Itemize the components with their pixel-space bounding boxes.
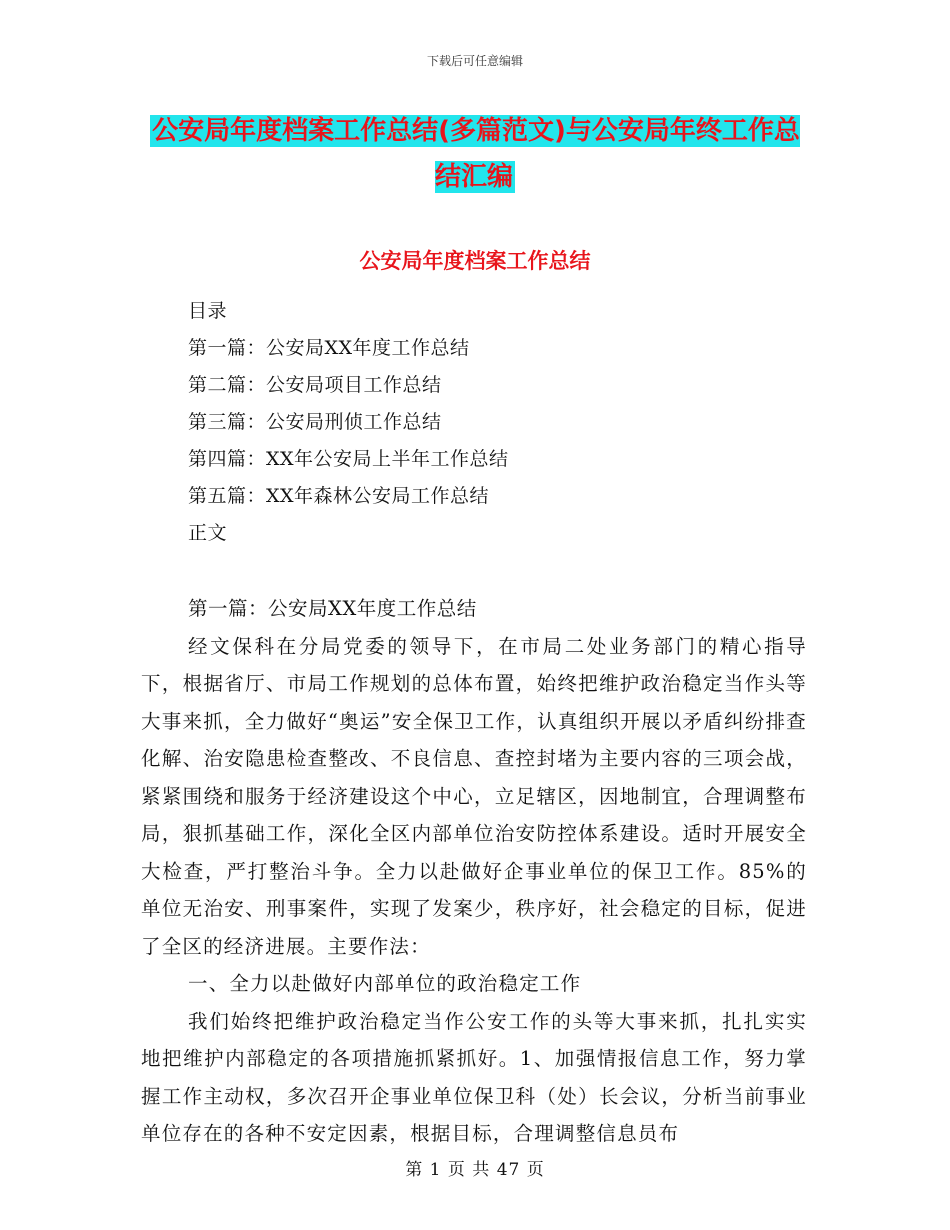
toc-item: 第二篇：公安局项目工作总结: [188, 374, 442, 396]
paragraph: 我们始终把维护政治稳定当作公安工作的头等大事来抓，扎扎实实地把维护内部稳定的各项措施抓紧抓好。1、加强情报信息工作，努力掌握工作主动权，多次召开企事业单位保卫科（处）长会议，分析当前事业单位存在的各种不安定因素，根据目标，合理调整信息员布: [141, 1009, 807, 1145]
header-note: 下载后可任意编辑: [426, 54, 523, 68]
toc-item: 第一篇：公安局XX年度工作总结: [188, 337, 470, 359]
body-heading: 正文: [188, 522, 228, 544]
first-article-title: 第一篇：公安局XX年度工作总结: [188, 597, 477, 620]
toc-item: 第四篇：XX年公安局上半年工作总结: [188, 448, 509, 470]
paragraph: 经文保科在分局党委的领导下，在市局二处业务部门的精心指导下，根据省厅、市局工作规划的总体布置，始终把维护政治稳定当作头等大事来抓，全力做好“奥运”安全保卫工作，认真组织开展以矛盾纠纷排查化解、治安隐患检查整改、不良信息、查控封堵为主要内容的三项会战，紧紧围绕和服务于经济建设这个中心，立足辖区，因地制宜，合理调整布局，狠抓基础工作，深化全区内部单位治安防控体系建设。适时开展安全大检查，严打整治斗争。全力以赴做好企事业单位的保卫工作。85%的单位无治安、刑事案件，实现了发案少，秩序好，社会稳定的目标，促进了全区的经济进展。主要作法：: [141, 634, 807, 958]
toc-item: 第三篇：公安局刑侦工作总结: [188, 411, 442, 433]
document-title: [140, 108, 810, 200]
table-of-contents: [188, 293, 828, 552]
page-footer: 第 1 页 共 47 页: [405, 1160, 545, 1180]
toc-item: 第五篇：XX年森林公安局工作总结: [188, 485, 490, 507]
subsection-heading: 一、全力以赴做好内部单位的政治稳定工作: [188, 972, 582, 995]
toc-heading: 目录: [188, 300, 228, 322]
document-title-text: 公安局年度档案工作总结(多篇范文)与公安局年终工作总结汇编: [152, 116, 800, 192]
section-title: 公安局年度档案工作总结: [359, 249, 591, 273]
document-body: [141, 590, 807, 1153]
